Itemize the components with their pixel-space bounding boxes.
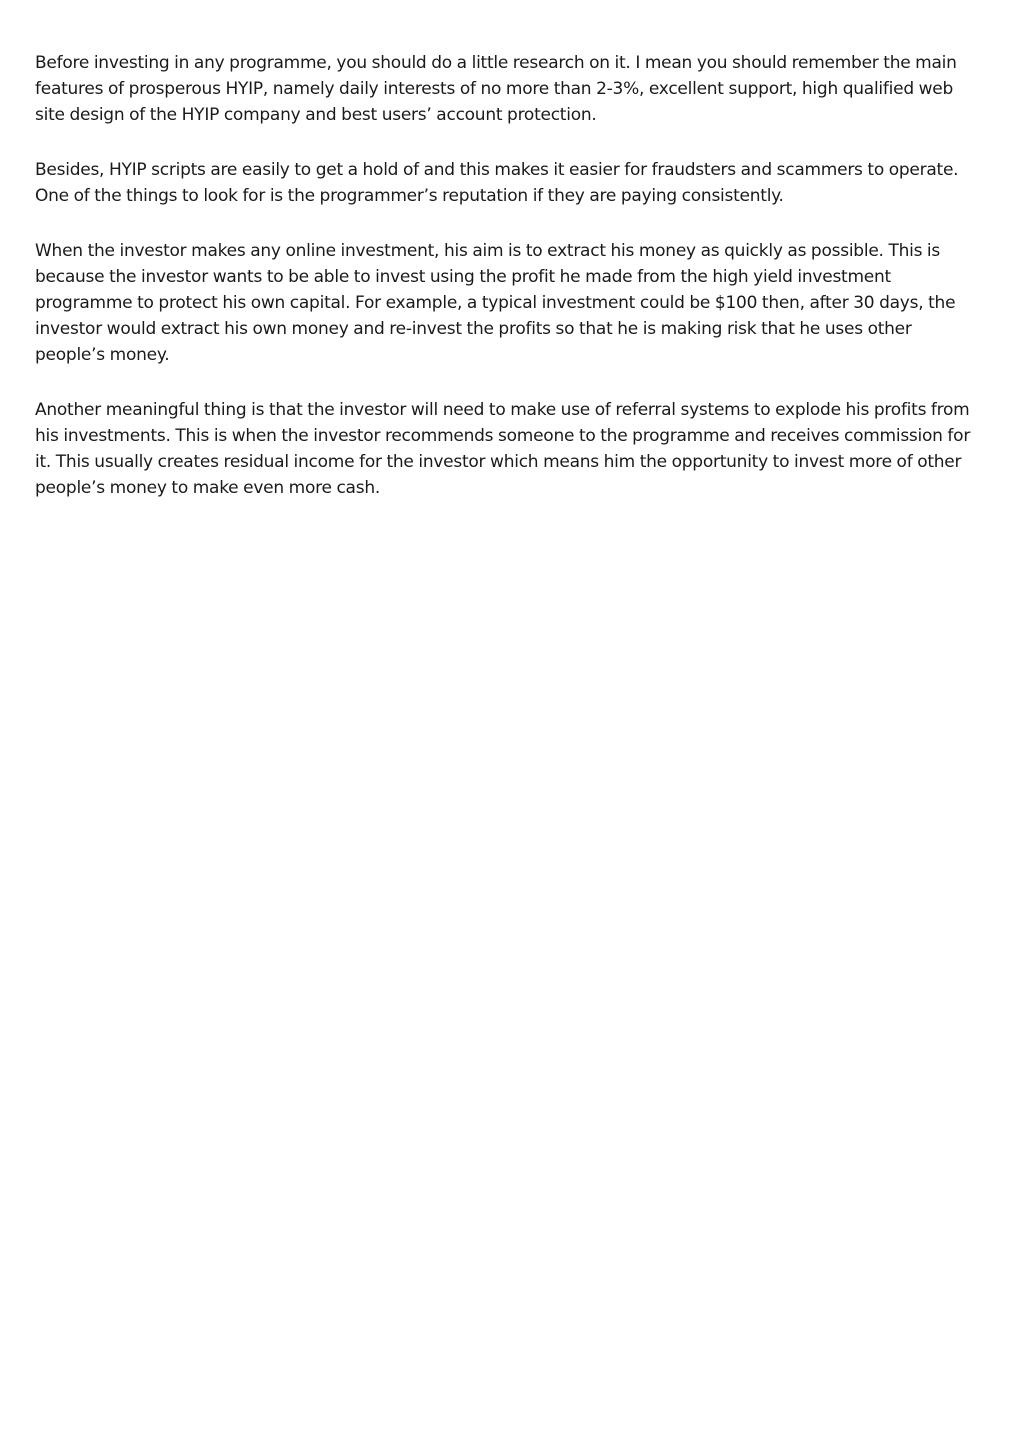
document-page [35, 50, 985, 530]
paragraph-research: Before investing in any programme, you should do a little research on it. I mean you should remember the main features of prosperous HYIP, namely daily interests of no more than 2-3%, excellent support, high qualified web site design of the HYIP company and best users’ account protection. [35, 53, 957, 125]
paragraph-scripts: Besides, HYIP scripts are easily to get a hold of and this makes it easier for fraudsters and scammers to operate. One of the things to look for is the programmer’s reputation if they are paying consistently. [35, 160, 959, 206]
paragraph-referral: Another meaningful thing is that the investor will need to make use of referral systems to explode his profits from his investments. This is when the investor recommends someone to the programme and receives commission for it. This usually creates residual income for the investor which means him the opportunity to invest more of other people’s money to make even more cash. [35, 400, 971, 498]
paragraph-investment: When the investor makes any online investment, his aim is to extract his money as quickly as possible. This is because the investor wants to be able to invest using the profit he made from the high yield investment programme to protect his own capital. For example, a typical investment could be $100 then, after 30 days, the investor would extract his own money and re-invest the profits so that he is making risk that he uses other people’s money. [35, 241, 956, 365]
